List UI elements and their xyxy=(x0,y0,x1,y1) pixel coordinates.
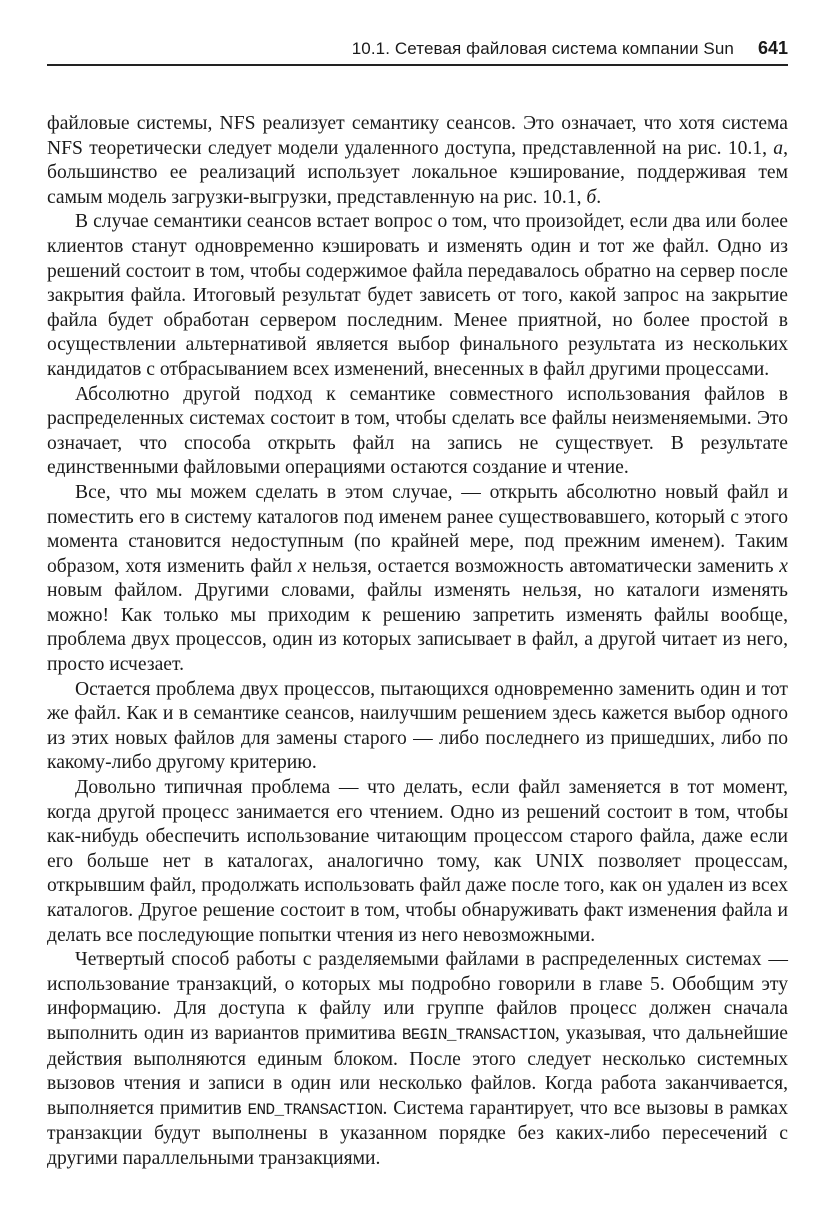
page-number: 641 xyxy=(757,38,788,58)
paragraph: Все, что мы можем сделать в этом случае, — открыть абсолютно новый файл и поместить его в систему каталогов под именем ранее существовавшего, который с этого момента становится недоступным (по крайней мере, под прежним именем). Таким образом, хотя изменить файл x нельзя, остается возможность автоматически заменить x новым файлом. Другими словами, файлы изменять нельзя, но каталоги изменять можно! Как только мы приходим к решению запретить изменять файлы вообще, проблема двух процессов, один из которых записывает в файл, а другой читает из него, просто исчезает. xyxy=(47,481,788,676)
paragraph: В случае семантики сеансов встает вопрос о том, что произойдет, если два или более клиентов станут одновременно кэшировать и изменять один и тот же файл. Одно из решений состоит в том, чтобы содержимое файла передавалось обратно на сервер после закрытия файла. Итоговый результат будет зависеть от того, какой запрос на закрытие файла будет обработан сервером последним. Менее приятной, но более простой в осуществлении альтернативой является выбор финального результата из нескольких кандидатов с отбрасыванием всех изменений, внесенных в файл другими процессами. xyxy=(47,211,788,380)
paragraph: файловые системы, NFS реализует семантику сеансов. Это означает, что хотя система NFS теоретически следует модели удаленного доступа, представленной на рис. 10.1, а, большинство ее реализаций использует локальное кэширование, поддерживая тем самым модель загрузки-выгрузки, представленную на рис. 10.1, б. xyxy=(47,113,788,208)
running-header xyxy=(47,34,788,66)
section-title: 10.1. Сетевая файловая система компании Sun xyxy=(351,39,734,58)
paragraph: Остается проблема двух процессов, пытающихся одновременно заменить один и тот же файл. Как и в семантике сеансов, наилучшим решением здесь кажется выбор одного из этих новых файлов для замены старого — либо последнего из пришедших, либо по какому-либо другому критерию. xyxy=(47,678,788,774)
paragraph: Абсолютно другой подход к семантике совместного использования файлов в распределенных системах состоит в том, чтобы сделать все файлы неизменяемыми. Это означает, что способа открыть файл на запись не существует. В результате единственными файловыми операциями остаются создание и чтение. xyxy=(47,383,788,479)
paragraph: Четвертый способ работы с разделяемыми файлами в распределенных системах — использование транзакций, о которых мы подробно говорили в главе 5. Обобщим эту информацию. Для доступа к файлу или группе файлов процесс должен сначала выполнить один из вариантов примитива BEGIN_TRANSACTION, указывая, что дальнейшие действия выполняются единым блоком. После этого следует несколько системных вызовов чтения и записи в один или несколько файлов. Когда работа заканчивается, выполняется примитив END_TRANSACTION. Система гарантирует, что все вызовы в рамках транзакции будут выполнены в указанном порядке без каких-либо пересечений с другими параллельными транзакциями. xyxy=(47,949,788,1169)
body-text xyxy=(47,112,788,1172)
paragraph: Довольно типичная проблема — что делать, если файл заменяется в тот момент, когда другой процесс занимается его чтением. Одно из решений состоит в том, чтобы как-нибудь обеспечить использование читающим процессом старого файла, даже если его больше нет в каталогах, аналогично тому, как UNIX позволяет процессам, открывшим файл, продолжать использовать файл даже после того, как он удален из всех каталогов. Другое решение состоит в том, чтобы обнаруживать факт изменения файла и делать все последующие попытки чтения из него невозможными. xyxy=(47,777,788,946)
